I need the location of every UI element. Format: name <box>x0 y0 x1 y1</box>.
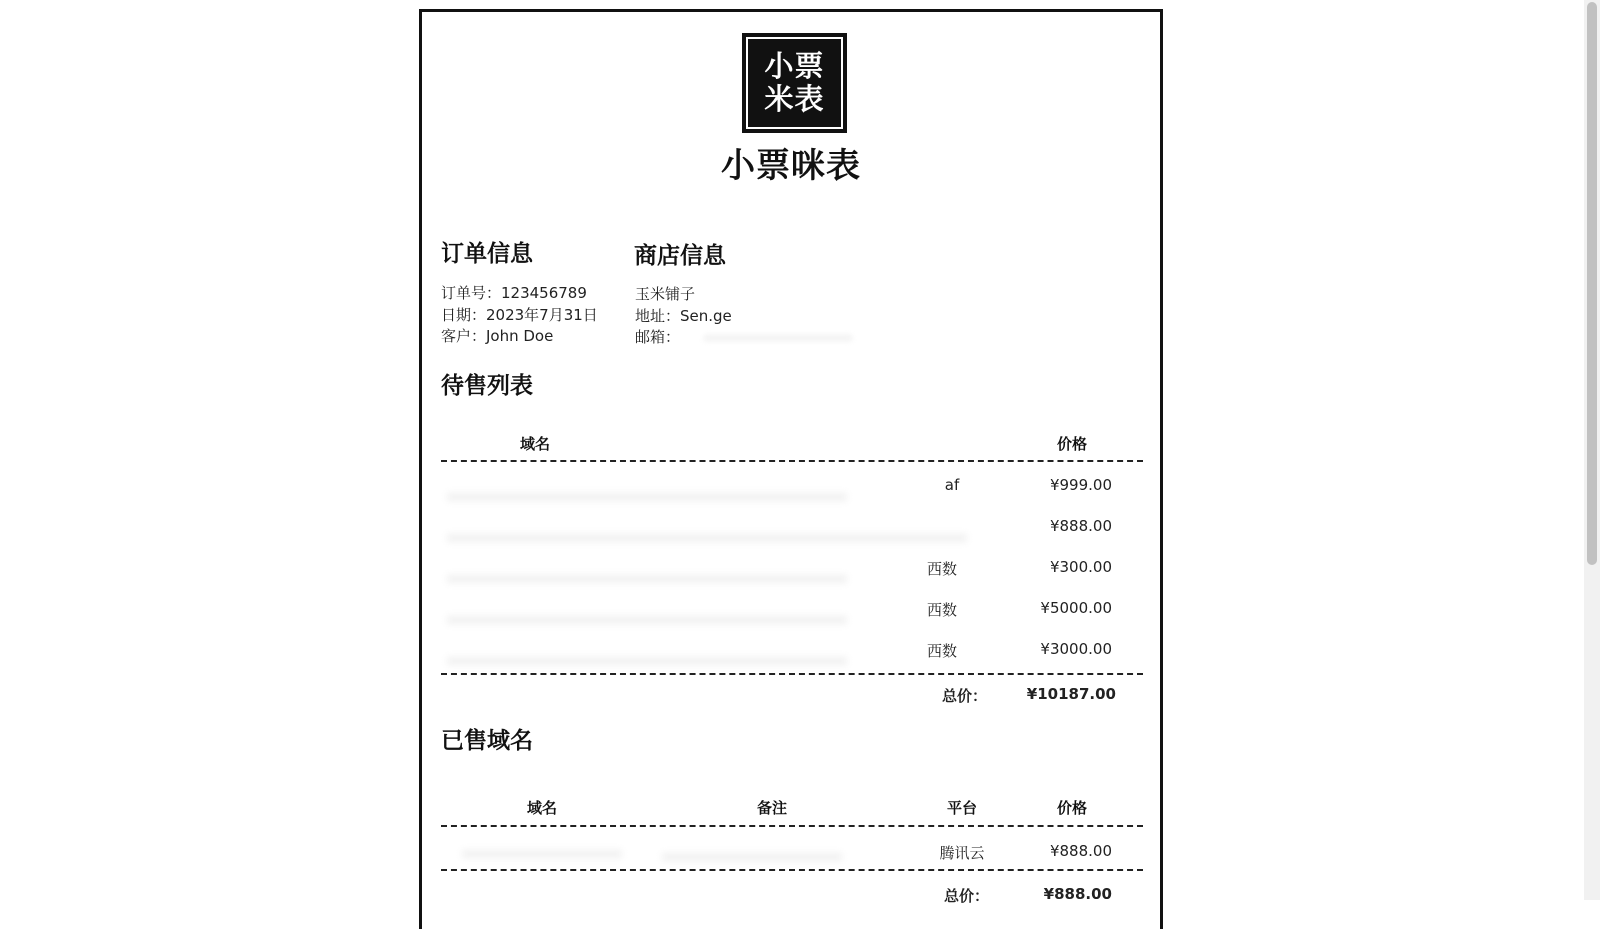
for-sale-total-value: ¥10187.00 <box>1026 685 1116 703</box>
order-date: 日期：2023年7月31日 <box>441 305 598 324</box>
for-sale-col-price: 价格 <box>1056 435 1087 453</box>
redacted-domain <box>447 533 967 543</box>
redacted-domain <box>447 615 847 625</box>
for-sale-row-price: ¥3000.00 <box>1040 640 1112 658</box>
sold-col-note: 备注 <box>756 799 787 817</box>
for-sale-total-label: 总价： <box>942 687 988 705</box>
shop-info-block <box>635 284 853 349</box>
shop-info-heading: 商店信息 <box>634 243 726 269</box>
receipt <box>419 9 1163 929</box>
sold-total-value: ¥888.00 <box>1043 885 1112 903</box>
for-sale-row-platform: 西数 <box>926 560 957 578</box>
logo-frame <box>746 37 843 129</box>
order-number: 订单号：123456789 <box>441 284 587 302</box>
shop-name: 玉米铺子 <box>635 285 696 303</box>
for-sale-row-price: ¥888.00 <box>1049 517 1112 535</box>
sold-col-platform: 平台 <box>946 799 977 817</box>
for-sale-col-domain: 域名 <box>519 435 550 453</box>
vertical-scrollbar[interactable] <box>1584 0 1600 900</box>
for-sale-row-price: ¥5000.00 <box>1040 599 1112 617</box>
redacted-domain <box>447 574 847 584</box>
redacted-note <box>662 852 842 862</box>
redacted-domain <box>447 656 847 666</box>
for-sale-heading: 待售列表 <box>441 373 533 399</box>
order-info-heading: 订单信息 <box>441 241 533 267</box>
for-sale-row-platform: 西数 <box>926 642 957 660</box>
table-divider <box>441 460 1143 462</box>
order-customer: 客户：John Doe <box>441 327 554 345</box>
for-sale-row-platform: 西数 <box>926 601 957 619</box>
logo-text: 小票米表 <box>764 49 825 116</box>
sold-row-platform: 腾讯云 <box>939 844 985 862</box>
sold-col-price: 价格 <box>1056 799 1087 817</box>
table-divider <box>441 825 1143 827</box>
sold-heading: 已售域名 <box>441 728 533 754</box>
shop-email-label: 邮箱： <box>635 328 681 346</box>
for-sale-row-price: ¥999.00 <box>1049 476 1112 494</box>
sold-col-domain: 域名 <box>526 799 557 817</box>
shop-address: 地址：Sen.ge <box>635 306 732 325</box>
shop-email-row <box>635 327 853 349</box>
for-sale-row-platform: af <box>944 476 960 494</box>
redacted-domain <box>447 492 847 502</box>
order-info-block <box>441 283 598 348</box>
logo <box>742 33 847 133</box>
sold-total-label: 总价： <box>944 887 990 905</box>
redacted-email <box>703 334 853 342</box>
scrollbar-thumb[interactable] <box>1587 2 1597 565</box>
brand-title: 小票咪表 <box>721 146 861 186</box>
for-sale-row-price: ¥300.00 <box>1049 558 1112 576</box>
table-divider <box>441 869 1143 871</box>
sold-row-price: ¥888.00 <box>1049 842 1112 860</box>
table-divider <box>441 673 1143 675</box>
redacted-domain <box>462 849 622 859</box>
